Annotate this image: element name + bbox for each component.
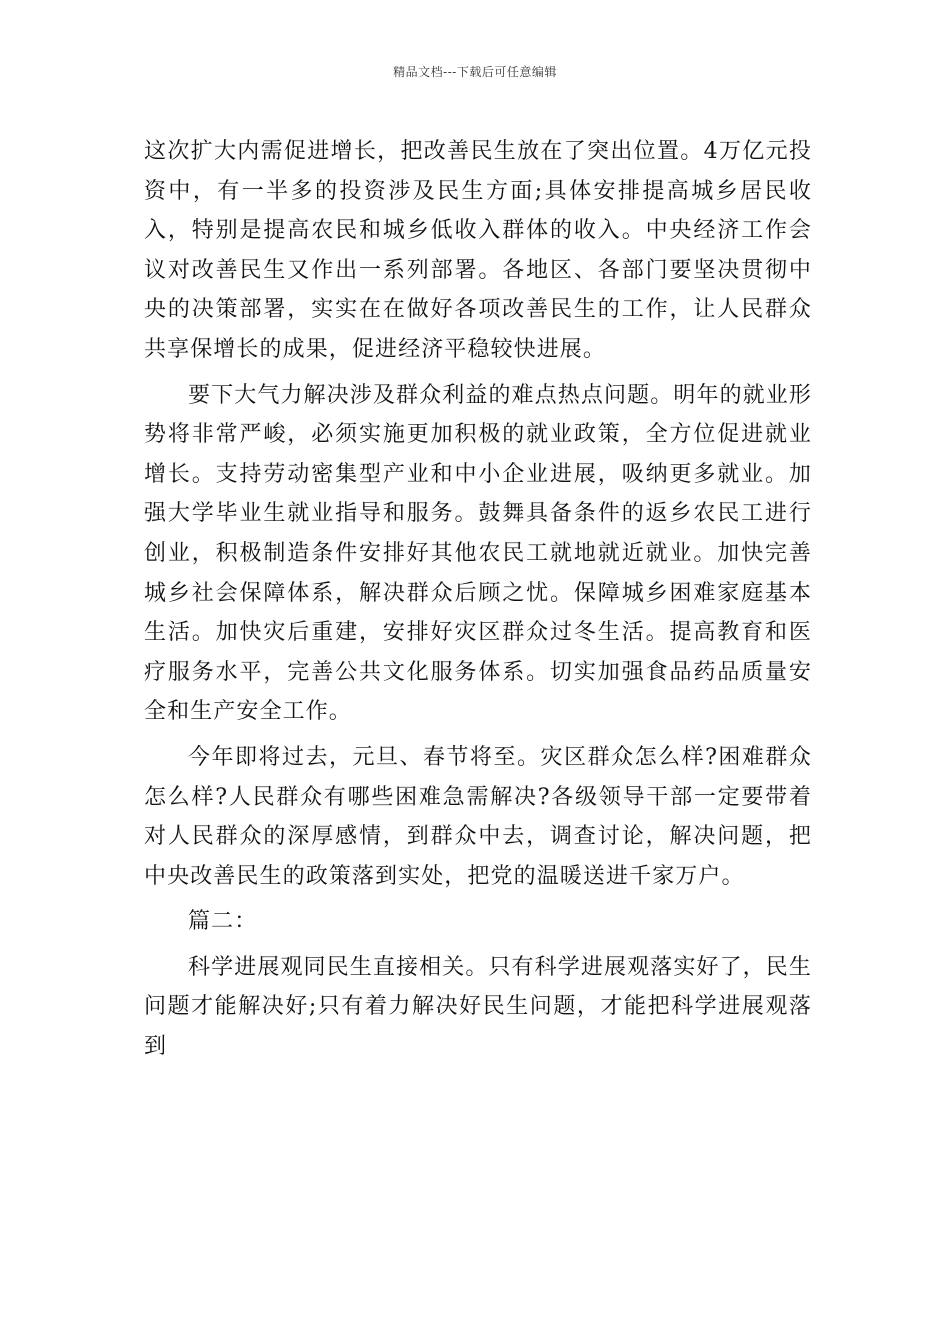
section-heading: 篇二： [188, 909, 258, 935]
paragraph-new-year: 今年即将过去，元旦、春节将至。灾区群众怎么样?困难群众怎么样?人民群众有哪些困难急需解决?各级领导干部一定要带着对人民群众的深厚感情，到群众中去，调查讨论，解决问题，把中央改善民生的政策落到实处，把党的温暖送进千家万户。 [144, 744, 812, 889]
paragraph-continuation: 这次扩大内需促进增长，把改善民生放在了突出位置。4万亿元投资中，有一半多的投资涉及民生方面;具体安排提高城乡居民收入，特别是提高农民和城乡低收入群体的收入。中央经济工作会议对改善民生又作出一系列部署。各地区、各部门要坚决贯彻中央的决策部署，实实在在做好各项改善民生的工作，让人民群众共享保增长的成果，促进经济平稳较快进展。 [144, 139, 812, 362]
paragraph-employment: 要下大气力解决涉及群众利益的难点热点问题。明年的就业形势将非常严峻，必须实施更加积极的就业政策，全方位促进就业增长。支持劳动密集型产业和中小企业进展，吸纳更多就业。加强大学毕业生就业指导和服务。鼓舞具备条件的返乡农民工进行创业，积极制造条件安排好其他农民工就地就近就业。加快完善城乡社会保障体系，解决群众后顾之忧。保障城乡困难家庭基本生活。加快灾后重建，安排好灾区群众过冬生活。提高教育和医疗服务水平，完善公共文化服务体系。切实加强食品药品质量安全和生产安全工作。 [144, 382, 812, 725]
paragraph-scientific-development: 科学进展观同民生直接相关。只有科学进展观落实好了，民生问题才能解决好;只有着力解决好民生问题，才能把科学进展观落到 [144, 954, 812, 1060]
document-body [144, 132, 812, 1067]
page-header: 精品文档---下载后可任意编辑 [393, 65, 557, 79]
